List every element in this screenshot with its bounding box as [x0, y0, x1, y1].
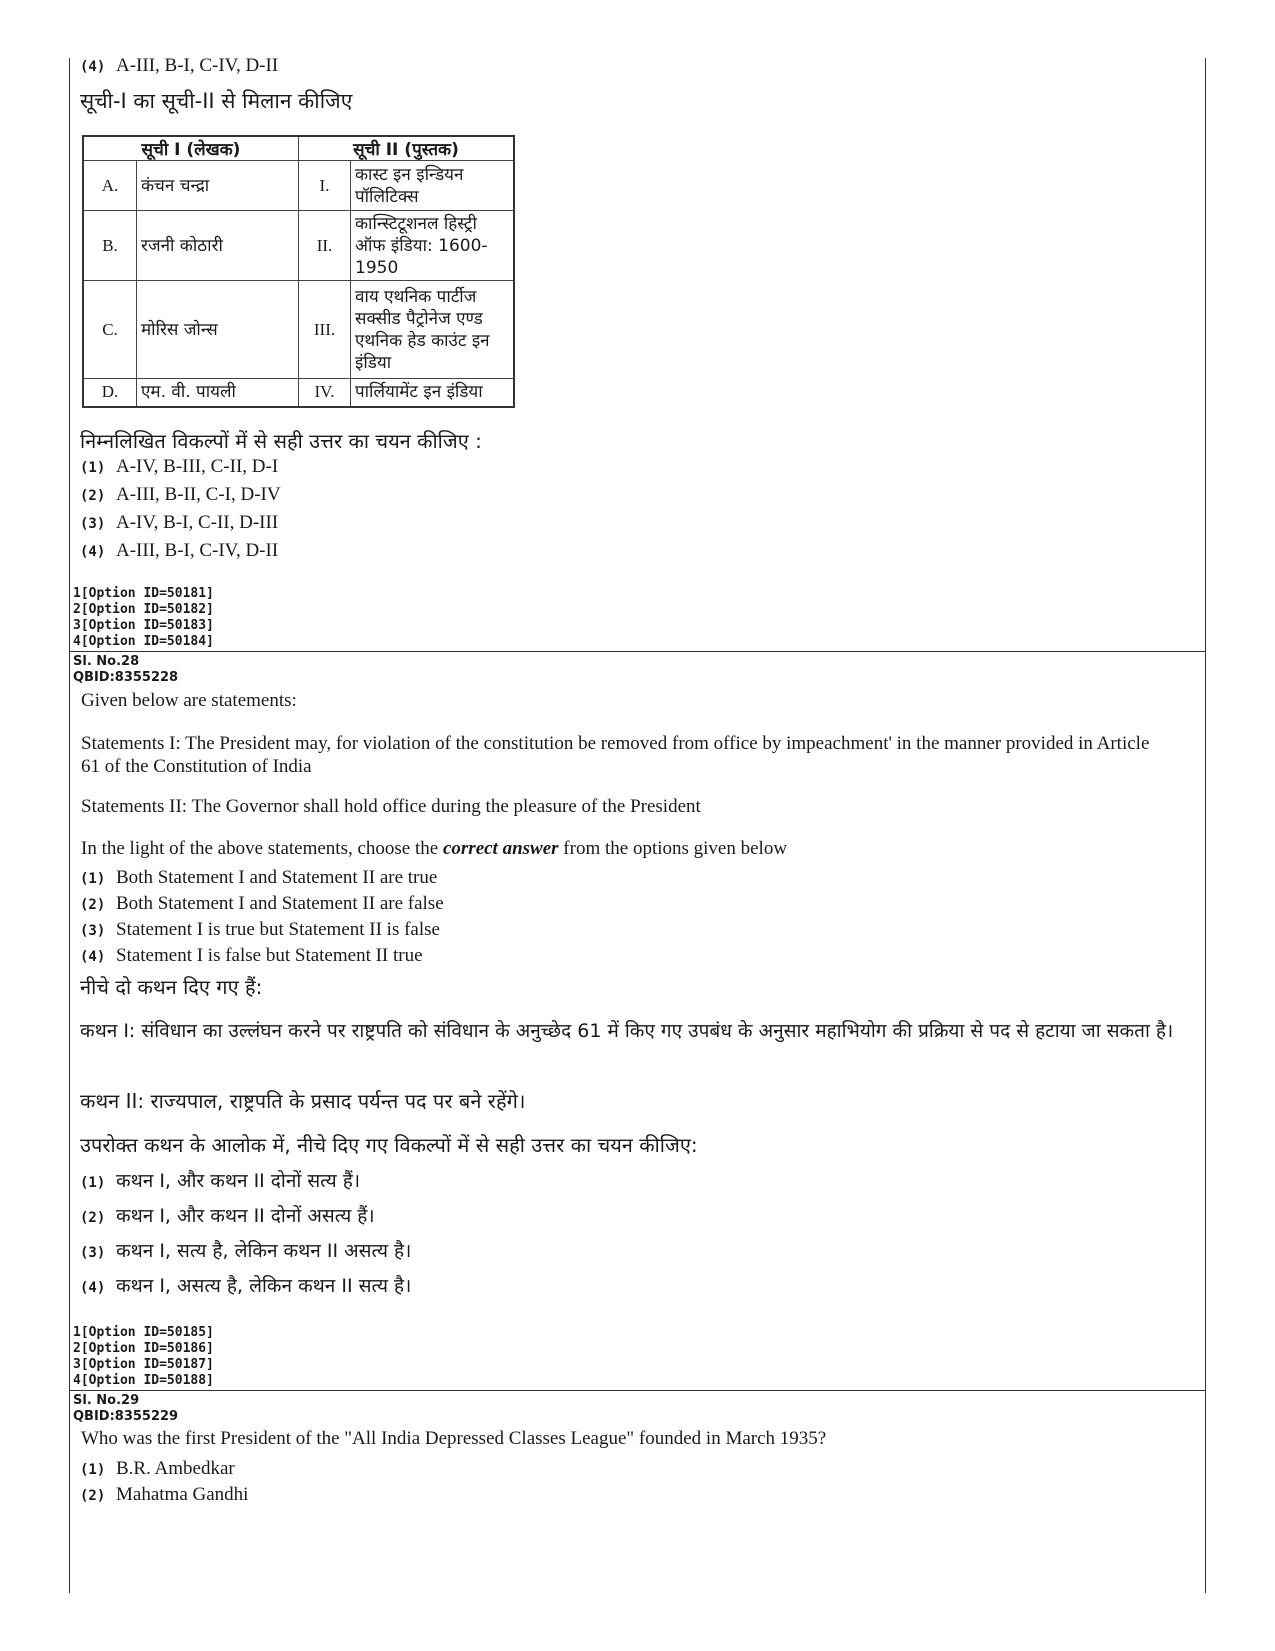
table-header-row [83, 136, 514, 161]
option-text: कथन I, असत्य है, लेकिन कथन II सत्य है। [116, 1275, 412, 1297]
option-text: कथन I, सत्य है, लेकिन कथन II असत्य है। [116, 1240, 412, 1262]
serial-number: Sl. No.29 [73, 1393, 140, 1408]
table-cell: वाय एथनिक पार्टीज सक्सीड पैट्रोनेज एण्ड एथनिक हेड काउंट इन इंडिया [351, 281, 515, 379]
option-row [80, 55, 278, 77]
table-cell: C. [83, 281, 137, 379]
question-divider [69, 1390, 1206, 1391]
option-id: 1[Option ID=50185] [73, 1325, 214, 1340]
serial-number: Sl. No.28 [73, 654, 140, 669]
option-text: Both Statement I and Statement II are true [116, 867, 438, 888]
table-header: सूची I (लेखक) [83, 136, 299, 161]
option-row [80, 540, 278, 562]
option-text: A-III, B-I, C-IV, D-II [116, 540, 279, 561]
option-id: 2[Option ID=50186] [73, 1341, 214, 1356]
option-id: 3[Option ID=50183] [73, 618, 214, 633]
option-id: 4[Option ID=50184] [73, 634, 214, 649]
left-border [69, 58, 70, 1593]
option-row [80, 945, 423, 967]
option-text: Statement I is true but Statement II is false [116, 919, 440, 940]
option-text: कथन I, और कथन II दोनों सत्य हैं। [116, 1170, 361, 1192]
statement-two: Statements II: The Governor shall hold office during the pleasure of the President [81, 796, 701, 817]
option-number: (2) [80, 1210, 106, 1226]
option-row [80, 1272, 411, 1298]
option-row [80, 867, 437, 889]
table-cell: II. [299, 211, 351, 281]
hindi-choose: उपरोक्त कथन के आलोक में, नीचे दिए गए विकल्पों में से सही उत्तर का चयन कीजिए: [80, 1133, 698, 1157]
question-divider [69, 651, 1206, 652]
option-number: (1) [80, 871, 106, 887]
option-number: (2) [80, 1488, 106, 1504]
option-row [80, 1237, 411, 1263]
option-row [80, 1167, 360, 1193]
table-header: सूची II (पुस्तक) [299, 136, 515, 161]
option-row [80, 1202, 375, 1228]
qbid: QBID:8355229 [73, 1409, 179, 1424]
choose-text: In the light of the above statements, choose the [81, 838, 443, 859]
option-row [80, 1458, 235, 1480]
option-row [80, 456, 278, 478]
option-number: (3) [80, 516, 106, 532]
option-row [80, 512, 278, 534]
table-cell: कान्स्टिटूशनल हिस्ट्री ऑफ इंडिया: 1600-1950 [351, 211, 515, 281]
option-number: (3) [80, 1245, 106, 1261]
table-row [83, 281, 514, 379]
option-id: 1[Option ID=50181] [73, 586, 214, 601]
question-intro: Given below are statements: [81, 690, 297, 711]
table-cell: D. [83, 379, 137, 407]
match-instruction: सूची-I का सूची-II से मिलान कीजिए [80, 89, 353, 113]
option-text: Mahatma Gandhi [116, 1484, 249, 1505]
table-cell: III. [299, 281, 351, 379]
right-border [1205, 58, 1206, 1593]
table-cell: मोरिस जोन्स [137, 281, 299, 379]
option-number: (4) [80, 59, 106, 75]
option-number: (4) [80, 1280, 106, 1296]
table-cell: I. [299, 161, 351, 211]
hindi-statement-two: कथन II: राज्यपाल, राष्ट्रपति के प्रसाद पर्यन्त पद पर बने रहेंगे। [80, 1089, 526, 1113]
option-number: (1) [80, 1462, 106, 1478]
option-row [80, 919, 440, 941]
table-cell: IV. [299, 379, 351, 407]
option-text: कथन I, और कथन II दोनों असत्य हैं। [116, 1205, 375, 1227]
table-cell: रजनी कोठारी [137, 211, 299, 281]
option-row [80, 1484, 248, 1506]
option-text: Statement I is false but Statement II true [116, 945, 423, 966]
option-text: B.R. Ambedkar [116, 1458, 235, 1479]
statement-one: Statements I: The President may, for violation of the constitution be removed from office by impeachment' in the manner provided in Article 61 of the Constitution of India [81, 733, 1150, 777]
option-number: (1) [80, 460, 106, 476]
option-number: (2) [80, 897, 106, 913]
choose-instruction [81, 838, 787, 860]
choose-text: from the options given below [558, 838, 788, 859]
table-row [83, 379, 514, 407]
choose-emphasis: correct answer [442, 838, 559, 859]
option-text: A-IV, B-I, C-II, D-III [116, 512, 279, 533]
table-cell: A. [83, 161, 137, 211]
option-text: A-III, B-II, C-I, D-IV [116, 484, 281, 505]
table-cell: B. [83, 211, 137, 281]
table-cell: एम. वी. पायली [137, 379, 299, 407]
question-text: Who was the first President of the "All India Depressed Classes League" founded in March 1935? [81, 1428, 827, 1449]
option-text: Both Statement I and Statement II are false [116, 893, 444, 914]
option-text: A-III, B-I, C-IV, D-II [116, 55, 279, 76]
choose-instruction: निम्नलिखित विकल्पों में से सही उत्तर का चयन कीजिए : [80, 429, 482, 453]
table-cell: पार्लियामेंट इन इंडिया [351, 379, 515, 407]
option-row [80, 484, 281, 506]
option-id: 4[Option ID=50188] [73, 1373, 214, 1388]
option-text: A-IV, B-III, C-II, D-I [116, 456, 279, 477]
option-id: 3[Option ID=50187] [73, 1357, 214, 1372]
option-number: (3) [80, 923, 106, 939]
table-cell: कंचन चन्द्रा [137, 161, 299, 211]
hindi-intro: नीचे दो कथन दिए गए हैं: [80, 975, 263, 999]
option-number: (4) [80, 949, 106, 965]
match-table [82, 135, 515, 408]
table-row [83, 211, 514, 281]
option-number: (4) [80, 544, 106, 560]
option-row [80, 893, 444, 915]
table-row [83, 161, 514, 211]
option-id: 2[Option ID=50182] [73, 602, 214, 617]
qbid: QBID:8355228 [73, 670, 179, 685]
table-cell: कास्ट इन इन्डियन पॉलिटिक्स [351, 161, 515, 211]
hindi-statement-one: कथन I: संविधान का उल्लंघन करने पर राष्ट्रपति को संविधान के अनुच्छेद 61 में किए गए उपबंध के अनुसार महाभियोग की प्रक्रिया से पद से हटाया जा सकता है। [80, 1020, 1174, 1042]
option-number: (2) [80, 488, 106, 504]
option-number: (1) [80, 1175, 106, 1191]
